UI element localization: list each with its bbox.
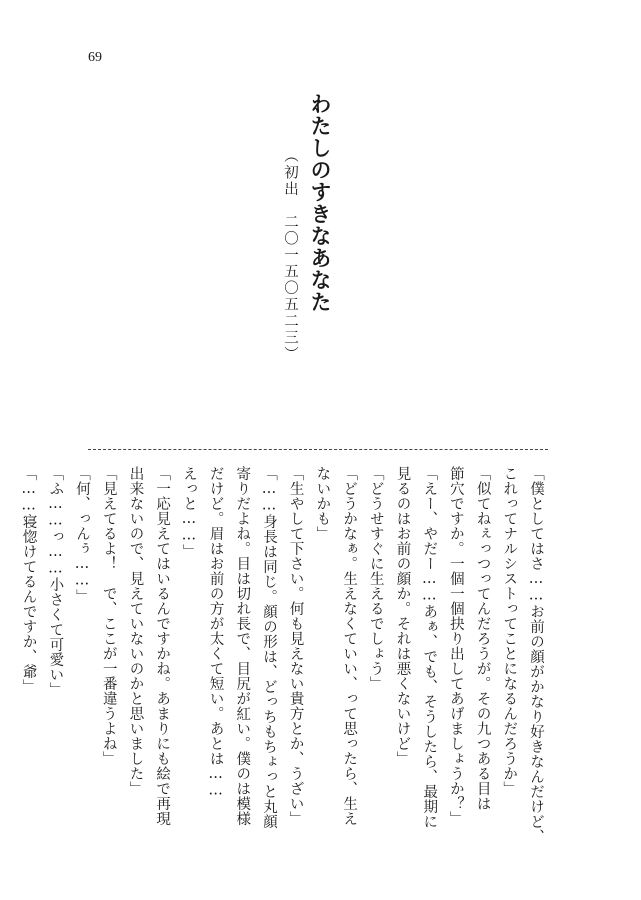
text-line: 「僕としてはさ……お前の顔がかなり好きなんだけど、 bbox=[528, 466, 544, 844]
text-line: 寄りだよね。目は切れ長で、目尻が紅い。僕のは模様 bbox=[234, 466, 251, 826]
text-line: 「見えてるよ！ で、ここが一番違うよね」 bbox=[100, 466, 117, 766]
text-line: 「一応見えてはいるんですかね。あまりにも絵で再現 bbox=[154, 466, 171, 826]
body-text bbox=[15, 466, 549, 844]
text-line: 「どうせすぐに生えるでしょう」 bbox=[367, 466, 384, 691]
text-line: 「どうかなぁ。生えなくていい、って思ったら、生え bbox=[341, 466, 358, 826]
text-line: ないかも」 bbox=[314, 466, 331, 541]
text-line: 「生やして下さい。何も見えない貴方とか、うざい」 bbox=[287, 466, 304, 826]
first-published-note: （初出 二〇一五〇五二三） bbox=[282, 148, 298, 363]
text-line: 節穴ですか。一個一個抉り出してあげましょうか？」 bbox=[447, 466, 464, 826]
text-line: 「……寝惚けてるんですか、爺」 bbox=[20, 466, 37, 694]
text-line: 「……身長は同じ。顔の形は、どっちもちょっと丸顔 bbox=[260, 466, 277, 829]
text-line: 「えー、やだー……あぁ、でも、そうしたら、最期に bbox=[421, 466, 438, 829]
text-line: 見るのはお前の顔か。それは悪くないけど」 bbox=[394, 466, 411, 766]
text-line: だけど。眉はお前の方が太くて短い。あとは…… bbox=[207, 466, 224, 799]
text-line: 「ふ……っ……小さくて可愛い」 bbox=[47, 466, 64, 697]
text-line: えっと……」 bbox=[180, 466, 197, 559]
text-line: これってナルシストってことになるんだろうか」 bbox=[501, 466, 518, 796]
text-line: 出来ないので、見えていないのかと思いました」 bbox=[127, 466, 144, 796]
page-number: 69 bbox=[88, 50, 102, 65]
text-line: 「何、っんぅ……」 bbox=[74, 466, 91, 604]
section-divider bbox=[88, 449, 548, 450]
story-title: わたしのすきなあなた bbox=[308, 93, 333, 313]
text-line: 「似てねぇっつってんだろうが。その九つある目は bbox=[474, 466, 491, 811]
